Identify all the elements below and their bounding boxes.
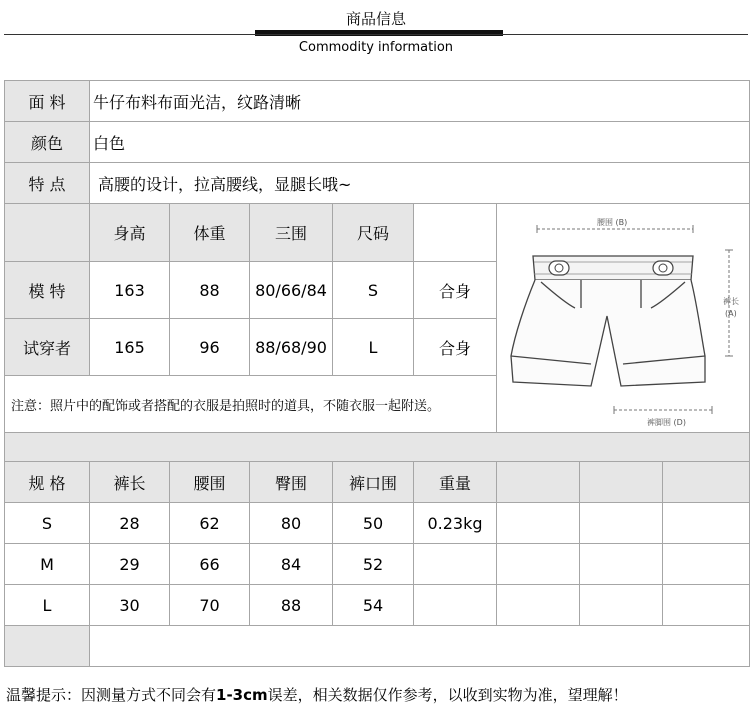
color-label: 颜色 <box>4 121 90 163</box>
feature-label: 特 点 <box>4 162 90 204</box>
model-weight: 88 <box>169 261 250 319</box>
length-label: 裤长 <box>723 297 739 306</box>
size-l-waist: 70 <box>169 584 250 626</box>
tester-size: L <box>332 318 414 376</box>
size-m-length: 29 <box>89 543 170 585</box>
tester-row-label: 试穿者 <box>4 318 90 376</box>
hem-label: 裤脚围 (D) <box>647 418 686 427</box>
model-measurements: 80/66/84 <box>249 261 333 319</box>
size-m-label: M <box>4 543 90 585</box>
model-header-weight: 体重 <box>169 203 250 262</box>
size-header-waist: 腰围 <box>169 461 250 503</box>
size-s-empty <box>662 502 750 544</box>
footer-prefix: 温馨提示：因测量方式不同会有 <box>6 686 217 704</box>
model-header-size: 尺码 <box>332 203 414 262</box>
size-l-empty <box>496 584 580 626</box>
size-header-spec: 规 格 <box>4 461 90 503</box>
model-fit: 合身 <box>413 261 497 319</box>
shorts-measurement-illustration <box>497 204 749 432</box>
length-label-code: (A) <box>725 309 737 318</box>
size-m-empty <box>662 543 750 585</box>
tester-fit: 合身 <box>413 318 497 376</box>
size-header-hem: 裤口围 <box>332 461 414 503</box>
model-header-fit-blank <box>413 203 497 262</box>
tester-weight: 96 <box>169 318 250 376</box>
section-title: 商品信息 <box>345 10 406 28</box>
size-l-empty <box>579 584 663 626</box>
size-l-hem: 54 <box>332 584 414 626</box>
size-s-waist: 62 <box>169 502 250 544</box>
size-header-hip: 臀围 <box>249 461 333 503</box>
size-l-label: L <box>4 584 90 626</box>
model-header-height: 身高 <box>89 203 170 262</box>
size-s-hip: 80 <box>249 502 333 544</box>
empty-row <box>89 625 750 667</box>
footer-suffix: 误差，相关数据仅作参考，以收到实物为准，望理解！ <box>267 686 628 704</box>
section-subtitle: Commodity information <box>298 40 454 55</box>
size-m-hip: 84 <box>249 543 333 585</box>
title-underline-bar <box>255 30 503 36</box>
size-header-weight: 重量 <box>413 461 497 503</box>
tester-height: 165 <box>89 318 170 376</box>
size-header-empty <box>496 461 580 503</box>
waist-label: 腰围 (B) <box>597 218 628 227</box>
model-header-blank <box>4 203 90 262</box>
material-value: 牛仔布料布面光洁，纹路清晰 <box>89 80 750 122</box>
material-label: 面 料 <box>4 80 90 122</box>
size-m-empty <box>579 543 663 585</box>
model-size: S <box>332 261 414 319</box>
footer-highlight: 1-3cm <box>216 686 268 704</box>
size-header-empty <box>662 461 750 503</box>
size-l-hip: 88 <box>249 584 333 626</box>
size-l-empty <box>662 584 750 626</box>
size-header-length: 裤长 <box>89 461 170 503</box>
size-l-weight <box>413 584 497 626</box>
empty-row-label <box>4 625 90 667</box>
model-header-measurements: 三围 <box>249 203 333 262</box>
title-divider <box>4 34 748 35</box>
size-l-length: 30 <box>89 584 170 626</box>
size-m-hem: 52 <box>332 543 414 585</box>
size-m-waist: 66 <box>169 543 250 585</box>
separator-row <box>4 432 750 462</box>
footer-notice <box>6 684 628 705</box>
tester-measurements: 88/68/90 <box>249 318 333 376</box>
shorts-diagram <box>496 203 750 433</box>
size-s-length: 28 <box>89 502 170 544</box>
size-s-weight: 0.23kg <box>413 502 497 544</box>
feature-value: 高腰的设计，拉高腰线，显腿长哦~ <box>89 162 750 204</box>
size-s-label: S <box>4 502 90 544</box>
model-row-label: 模 特 <box>4 261 90 319</box>
color-value: 白色 <box>89 121 750 163</box>
size-s-empty <box>579 502 663 544</box>
model-height: 163 <box>89 261 170 319</box>
size-header-empty <box>579 461 663 503</box>
note-text: 注意：照片中的配饰或者搭配的衣服是拍照时的道具，不随衣服一起附送。 <box>4 375 497 433</box>
size-m-empty <box>496 543 580 585</box>
size-m-weight <box>413 543 497 585</box>
size-s-empty <box>496 502 580 544</box>
size-s-hem: 50 <box>332 502 414 544</box>
